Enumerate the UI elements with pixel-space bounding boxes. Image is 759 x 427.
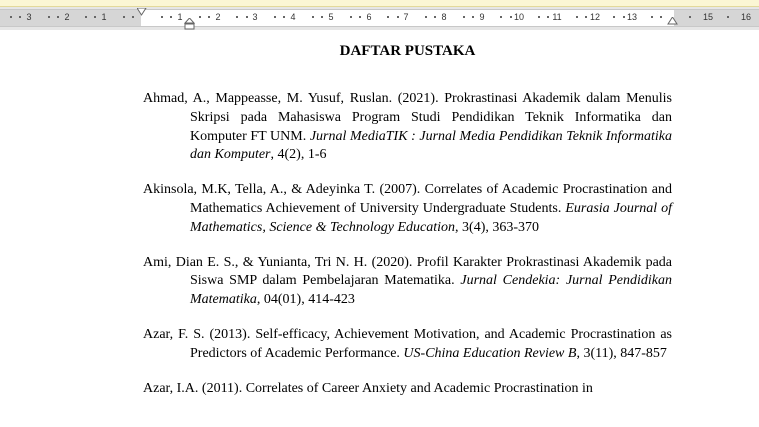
ruler-number: 10	[513, 12, 525, 22]
reference-entry	[143, 326, 672, 364]
reference-volume: , 4(2), 1-6	[270, 147, 327, 163]
ruler-number: 9	[479, 12, 485, 22]
reference-text: Akinsola, M.K, Tella, A., & Adeyinka T. (2007). Correlates of Academic Procrastination and Mathematics Achievement of University Undergraduate Students.	[143, 182, 672, 216]
reference-text: Ahmad, A., Mappeasse, M. Yusuf, Ruslan. (2021). Prokrastinasi Akademik dalam Menulis Skripsi pada Mahasiswa Program Studi Pendidikan Teknik Informatika dan Komputer FT UNM.	[143, 91, 672, 144]
reference-text: Ami, Dian E. S., & Yunianta, Tri N. H. (2020). Profil Karakter Prokrastinasi Akademik pada Siswa SMP dalam Pembelajaran Matematika.	[143, 254, 672, 289]
ruler-number: 5	[328, 12, 334, 22]
reference-journal: Jurnal Cendekia: Jurnal Pendidikan Matematika	[190, 273, 672, 308]
ruler-number: 6	[366, 12, 372, 22]
ruler-number: 8	[441, 12, 447, 22]
reference-volume: , 04(01), 414-423	[256, 292, 355, 308]
document-page[interactable]	[0, 30, 759, 427]
ruler-number: 2	[64, 12, 70, 22]
page-title: DAFTAR PUSTAKA	[339, 43, 476, 59]
reference-entry	[143, 181, 672, 237]
ruler-number: 16	[740, 12, 752, 22]
reference-text: Azar, I.A. (2011). Correlates of Career Anxiety and Academic Procrastination in	[143, 380, 593, 396]
ruler-number: 1	[177, 12, 183, 22]
horizontal-ruler[interactable]	[0, 0, 759, 30]
ruler-number: 12	[589, 12, 601, 22]
ruler-number: 1	[101, 12, 107, 22]
ruler-number: 3	[252, 12, 258, 22]
reference-entry	[143, 254, 672, 310]
ruler-number: 4	[290, 12, 296, 22]
ruler-number: 7	[403, 12, 409, 22]
ruler-number: 3	[26, 12, 32, 22]
reference-volume: , 3(4), 363-370	[455, 219, 540, 235]
reference-journal: US-China Education Review B	[403, 345, 577, 361]
ruler-left-margin	[0, 9, 141, 27]
first-line-indent-icon[interactable]	[137, 8, 147, 17]
reference-journal: Jurnal MediaTIK : Jurnal Media Pendidikan Teknik Informatika dan Komputer	[190, 128, 672, 163]
reference-entry	[143, 90, 672, 165]
ruler-number: 13	[626, 12, 638, 22]
ruler-number: 2	[215, 12, 221, 22]
ruler-number: 11	[552, 12, 562, 22]
ruler-number: 15	[702, 12, 714, 22]
reference-list	[143, 90, 672, 414]
ruler-top-band	[0, 0, 759, 7]
reference-entry	[143, 380, 672, 399]
reference-volume: , 3(11), 847-857	[576, 345, 667, 361]
reference-text: Azar, F. S. (2013). Self-efficacy, Achievement Motivation, and Academic Procrastination as Predictors of Academic Performance.	[143, 326, 672, 361]
right-indent-icon[interactable]	[667, 17, 679, 26]
reference-journal: Eurasia Journal of Mathematics, Science & Technology Education	[190, 200, 672, 235]
